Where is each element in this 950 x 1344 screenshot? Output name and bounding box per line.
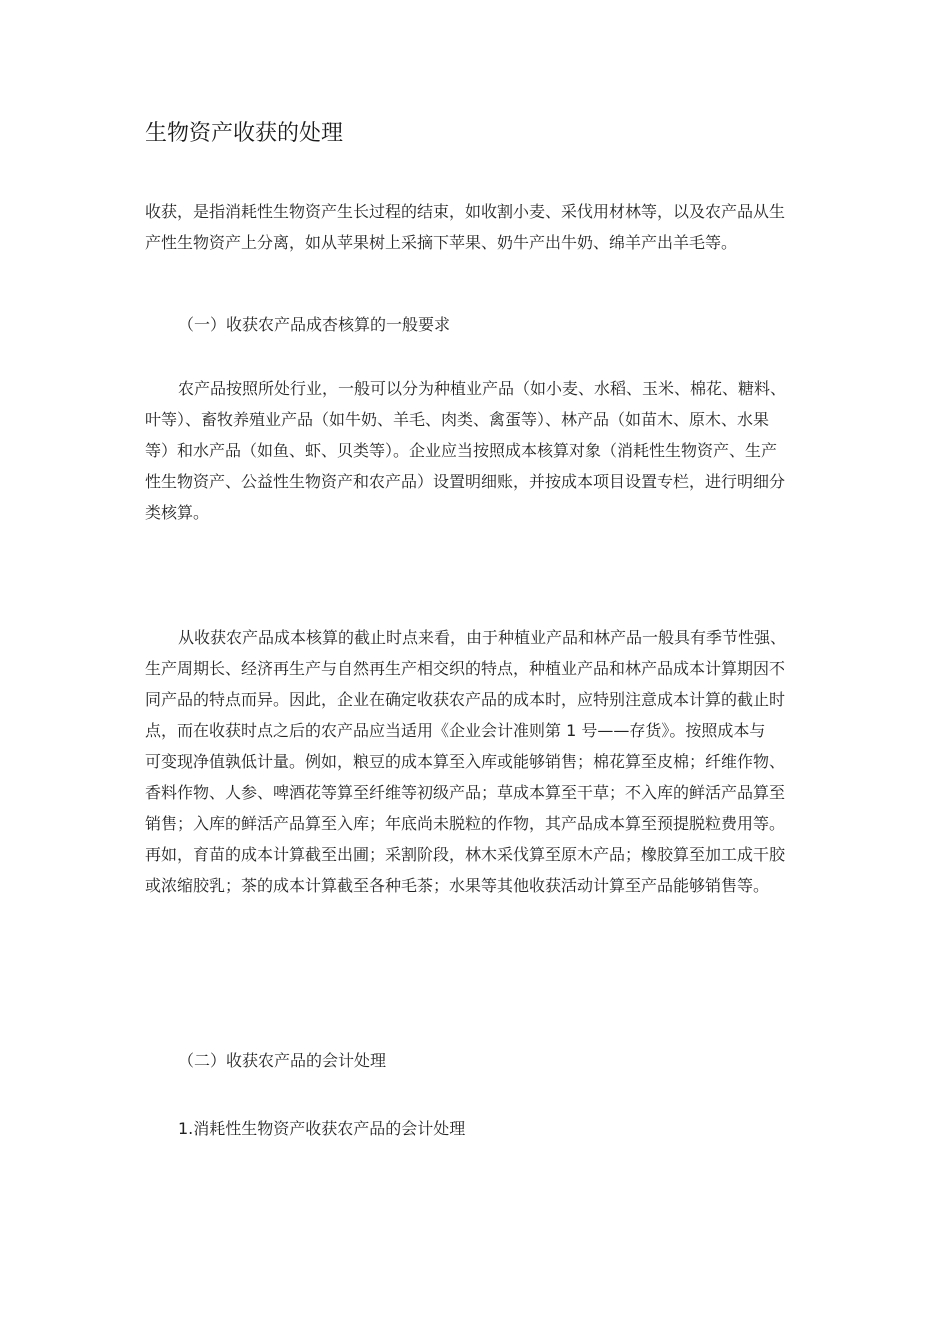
body-paragraph-2 bbox=[145, 622, 810, 901]
paragraph-line: 同产品的特点而异。因此，企业在确定收获农产品的成本时，应特别注意成本计算的截止时 bbox=[145, 690, 786, 709]
paragraph-line: 再如，育苗的成本计算截至出圃；采割阶段，林木采伐算至原木产品；橡胶算至加工成干胶 bbox=[145, 845, 786, 864]
paragraph-line: 或浓缩胶乳；茶的成本计算截至各种毛茶；水果等其他收获活动计算至产品能够销售等。 bbox=[145, 876, 770, 895]
paragraph-line: 产性生物资产上分离，如从苹果树上采摘下苹果、奶牛产出牛奶、绵羊产出羊毛等。 bbox=[145, 233, 738, 252]
document-title: 生物资产收获的处理 bbox=[145, 121, 344, 146]
paragraph-line: 香料作物、人参、啤酒花等算至纤维等初级产品；草成本算至干草；不入库的鲜活产品算至 bbox=[145, 783, 786, 802]
paragraph-line: 叶等）、畜牧养殖业产品（如牛奶、羊毛、肉类、禽蛋等）、林产品（如苗木、原木、水果 bbox=[145, 410, 770, 429]
body-paragraph-1 bbox=[145, 373, 810, 528]
paragraph-line: 农产品按照所处行业，一般可以分为种植业产品（如小麦、水稻、玉米、棉花、糖料、 bbox=[178, 379, 787, 398]
section-heading-1: （一）收获农产品成杏核算的一般要求 bbox=[178, 315, 451, 334]
paragraph-line: 等）和水产品（如鱼、虾、贝类等）。企业应当按照成本核算对象（消耗性生物资产、生产 bbox=[145, 441, 778, 460]
paragraph-line: 点，而在收获时点之后的农产品应当适用《企业会计准则第 1 号——存货》。按照成本与 bbox=[145, 721, 766, 740]
paragraph-line: 性生物资产、公益性生物资产和农产品）设置明细账，并按成本项目设置专栏，进行明细分 bbox=[145, 472, 786, 491]
paragraph-line: 可变现净值孰低计量。例如，粮豆的成本算至入库或能够销售；棉花算至皮棉；纤维作物、 bbox=[145, 752, 786, 771]
paragraph-line: 收获，是指消耗性生物资产生长过程的结束，如收割小麦、采伐用材林等，以及农产品从生 bbox=[145, 202, 786, 221]
section-heading-2: （二）收获农产品的会计处理 bbox=[178, 1051, 387, 1070]
sub-heading: 1.消耗性生物资产收获农产品的会计处理 bbox=[178, 1119, 466, 1138]
paragraph-line: 从收获农产品成本核算的截止时点来看，由于种植业产品和林产品一般具有季节性强、 bbox=[178, 628, 787, 647]
paragraph-line: 销售；入库的鲜活产品算至入库；年底尚未脱粒的作物，其产品成本算至预提脱粒费用等。 bbox=[145, 814, 786, 833]
paragraph-line: 类核算。 bbox=[145, 503, 210, 522]
intro-paragraph bbox=[145, 196, 810, 258]
paragraph-line: 生产周期长、经济再生产与自然再生产相交织的特点，种植业产品和林产品成本计算期因不 bbox=[145, 659, 786, 678]
